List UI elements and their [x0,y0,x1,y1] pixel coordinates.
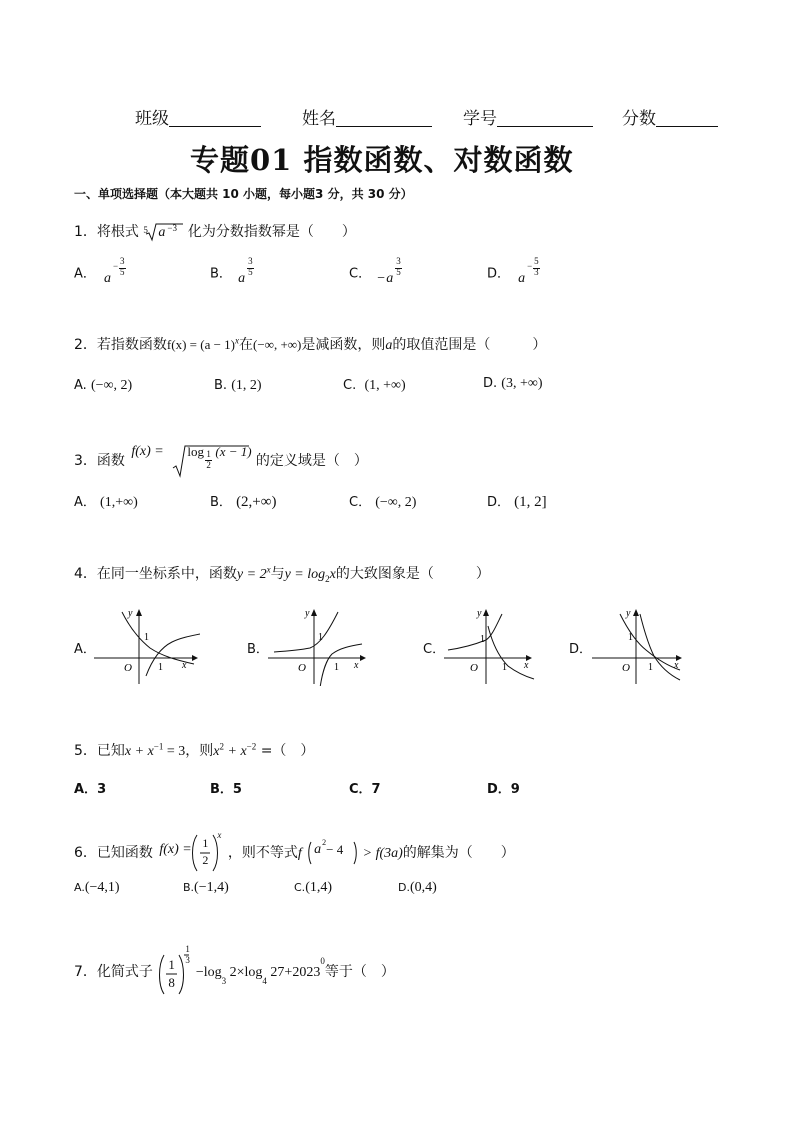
option-value: (−1,4) [194,880,229,895]
q6-func-exp: x [217,830,222,840]
option-label: B. [183,881,195,894]
q3-option-a[interactable] [74,491,138,511]
q4-option-d-label[interactable]: D． [569,642,593,657]
q1-radical [143,221,183,243]
q3-func: f(x) = [131,444,164,459]
q4-option-a-label[interactable]: A． [74,642,96,657]
q3-log-base-den: 2 [206,460,211,470]
q5-option-a[interactable] [74,778,106,797]
option-value: 9 [510,782,520,797]
x-one-label: 1 [502,662,507,673]
q5-text-b: ，则 [185,743,214,759]
option-label: A． [74,266,96,282]
q5-text-a: 已知 [96,743,125,759]
x-one-label: 1 [158,662,163,673]
axis-x-label: x [354,660,359,671]
option-label: C． [349,266,372,282]
q7-exp-den: 3 [185,955,190,965]
score-label: 分数 [622,109,656,129]
q1-option-c[interactable] [349,256,409,286]
q3-text-b: 的定义域是（ ） [255,453,368,469]
class-blank[interactable] [169,108,261,127]
q1-option-a[interactable] [74,256,130,286]
q6-inner-exp: 2 [322,838,327,847]
option-value: 7 [371,782,381,797]
option-label: C． [349,495,372,510]
x-one-label: 1 [648,662,653,673]
q2-var: a [385,338,393,353]
q1-radical-index: 5 [143,225,148,235]
q5-expr2-tail: =（ ） [256,743,315,759]
question-1 [74,221,356,243]
q2-interval: (−∞, +∞) [253,337,302,352]
q6-ineq-b: > f(3a) [362,846,403,861]
q5-option-d[interactable] [487,778,520,797]
q4-f2-arg: x [329,567,336,582]
q6-option-b[interactable] [183,880,229,896]
q1-text-a: 将根式 [96,224,139,240]
q3-option-c[interactable] [349,491,416,511]
q2-option-b[interactable] [214,378,262,394]
q5-option-c[interactable] [349,778,381,797]
q6-inner-var: a [314,842,322,857]
q6-text-c: 的解集为（ ） [402,845,515,861]
option-value: (−∞, 2) [375,495,417,510]
q4-f1: y = 2 [236,567,267,582]
q4-graph-b[interactable] [264,604,368,686]
option-label: A． [74,782,98,797]
option-value: (1,+∞) [100,495,138,510]
option-exp-num: 3 [396,256,401,266]
q3-formula [129,444,251,478]
axis-y-label: y [305,608,310,619]
q5-expr2-exp1: 2 [219,741,224,752]
paren-icon [157,832,223,872]
q3-option-b[interactable] [210,491,276,511]
q3-log: log [187,444,204,459]
q1-radicand: a [158,225,166,240]
option-label: A． [74,495,96,510]
q7-number: 7． [74,964,97,980]
option-base: a [104,271,112,286]
origin-label: O [622,662,630,674]
q6-frac-den: 2 [202,853,209,867]
q6-option-c[interactable] [294,880,332,896]
q7-frac-den: 8 [168,975,175,990]
q6-inner-tail: − 4 [326,842,344,857]
q6-inner [306,832,358,872]
option-label: D． [487,782,511,797]
q7-text-a: 化简式子 [96,964,153,980]
option-label: B． [210,782,233,797]
q2-func: f(x) = (a − 1) [166,337,236,352]
option-label: D． [487,266,511,282]
q5-expr1: x + x [124,744,154,759]
q2-option-c[interactable] [343,378,406,394]
option-label: B． [210,495,232,510]
option-exp-den: 3 [534,267,539,277]
q7-log1-base: 3 [221,975,227,986]
q4-graph-c[interactable] [440,604,540,686]
q2-text-d: 的取值范围是（ ） [392,337,547,353]
number-field [463,104,593,129]
question-3 [74,444,368,478]
section-header: 一、单项选择题（本大题共 10 小题，每小题3 分，共 30 分） [74,187,413,201]
q5-option-b[interactable] [210,778,242,797]
option-label: B． [210,266,232,282]
score-blank[interactable] [656,108,718,127]
q6-ineq-a: f [297,846,302,861]
axis-x-label: x [182,660,187,671]
option-exp-num: 5 [534,256,539,266]
option-label: A. [74,881,85,894]
q7-log2-base: 4 [262,975,267,986]
option-value: (0,4) [409,880,437,895]
q2-func-exp: x [235,335,240,346]
class-label: 班级 [135,109,169,129]
q4-graph-d[interactable] [588,604,688,686]
axis-x-label: x [674,660,679,671]
q6-text-a: 已知函数 [96,845,153,861]
option-exp-den: 5 [248,267,253,277]
option-value: (1, 2] [514,494,547,510]
origin-label: O [470,662,478,674]
option-label: D. [483,376,498,391]
q5-expr2: x [213,744,220,759]
name-blank[interactable] [336,108,432,127]
option-exp-den: 5 [396,267,401,277]
option-exp-den: 5 [120,267,125,277]
option-value: 3 [97,782,107,797]
option-value: (−∞, 2) [90,378,133,393]
option-base: a [386,271,394,286]
q3-option-d[interactable] [487,491,547,511]
axis-y-label: y [128,608,133,619]
q5-expr1-tail: = 3 [163,744,186,759]
question-2 [74,334,546,354]
option-label: C. [294,881,306,894]
option-label: C. [343,378,357,393]
option-label: A. [74,378,87,393]
q4-number: 4． [74,566,97,582]
option-value: (1, 2) [231,378,262,393]
q3-log-base-num: 1 [206,449,211,459]
score-field [622,104,718,129]
q6-option-a[interactable] [74,880,120,896]
q7-log2-arg: 27+2023 [266,965,321,980]
q7-exp-num: 1 [185,944,190,954]
q3-log-arg: (x − 1) [215,444,252,459]
q6-formula [157,832,223,872]
q2-text-c: 是减函数，则 [301,337,386,353]
q2-text-b: 在 [239,337,254,353]
q5-expr1-exp: −1 [153,741,164,752]
q4-f2: y = log [284,567,326,582]
q1-text-b: 化为分数指数幂是（ ） [187,224,356,240]
option-value: (3, +∞) [501,376,543,391]
option-exp-num: 3 [120,256,125,266]
q4-f2-base: 2 [325,573,330,584]
q4-text-c: 的大致图象是（ ） [335,566,490,582]
q6-func: f(x) = [159,842,192,857]
option-base: a [518,271,526,286]
q6-text-b: ，则不等式 [227,845,298,861]
option-label: B. [214,378,228,393]
option-label: D． [487,495,511,510]
option-value: (2,+∞) [236,494,277,510]
q2-option-a[interactable] [74,378,132,394]
option-exp-sign: − [113,261,119,271]
y-one-label: 1 [628,632,633,643]
x-one-label: 1 [334,662,339,673]
q6-option-d[interactable] [398,880,437,896]
q6-number: 6． [74,845,97,861]
q4-text-a: 在同一坐标系中，函数 [96,566,237,582]
q1-radicand-exp: −3 [167,223,177,233]
axis-x-label: x [524,660,529,671]
q7-zero-exp: 0 [320,956,325,967]
y-one-label: 1 [144,632,149,643]
y-one-label: 1 [480,634,485,645]
q7-text-b: 等于（ ） [324,964,395,980]
question-4 [74,563,490,584]
q2-number: 2． [74,337,97,353]
option-exp-sign: − [527,261,533,271]
name-label: 姓名 [302,109,336,129]
option-sign: − [377,271,386,286]
q1-option-d[interactable] [487,256,544,286]
name-field [302,104,432,129]
option-label: C． [349,782,372,797]
option-value: (1, +∞) [364,378,406,393]
number-blank[interactable] [497,108,593,127]
q7-frac-num: 1 [168,957,175,972]
q5-number: 5． [74,743,97,759]
q4-text-b: 与 [270,566,285,582]
q5-expr2-mid: + x [224,744,247,759]
number-label: 学号 [463,109,497,129]
q2-text-a: 若指数函数 [96,337,167,353]
q4-f1-exp: x [266,564,271,575]
q4-option-c-label[interactable]: C． [423,642,446,657]
q4-option-b-label[interactable]: B． [247,642,269,657]
q7-log1-arg: 2×log [226,965,263,980]
option-base: a [238,271,246,286]
q4-graph-a[interactable] [90,604,200,686]
option-value: (−4,1) [84,880,120,895]
question-6 [74,832,515,872]
q7-expr: −log [195,965,222,980]
option-exp-num: 3 [248,256,253,266]
q7-frac [157,945,191,995]
y-one-label: 1 [318,632,323,643]
q3-number: 3． [74,453,97,469]
option-label: D. [398,881,410,894]
page-title: 专题01 指数函数、对数函数 [190,143,574,177]
q3-text-a: 函数 [96,453,125,469]
q6-frac-num: 1 [202,836,209,850]
class-field [135,104,261,129]
option-value: 5 [232,782,242,797]
q5-expr2-exp2: −2 [246,741,257,752]
option-value: (1,4) [305,880,333,895]
question-7 [74,945,395,995]
question-5 [74,740,314,760]
axis-y-label: y [626,608,631,619]
axis-y-label: y [477,608,482,619]
q1-option-b[interactable] [210,256,260,286]
origin-label: O [298,662,306,674]
origin-label: O [124,662,132,674]
q1-number: 1． [74,224,97,240]
q2-option-d[interactable] [483,376,543,392]
